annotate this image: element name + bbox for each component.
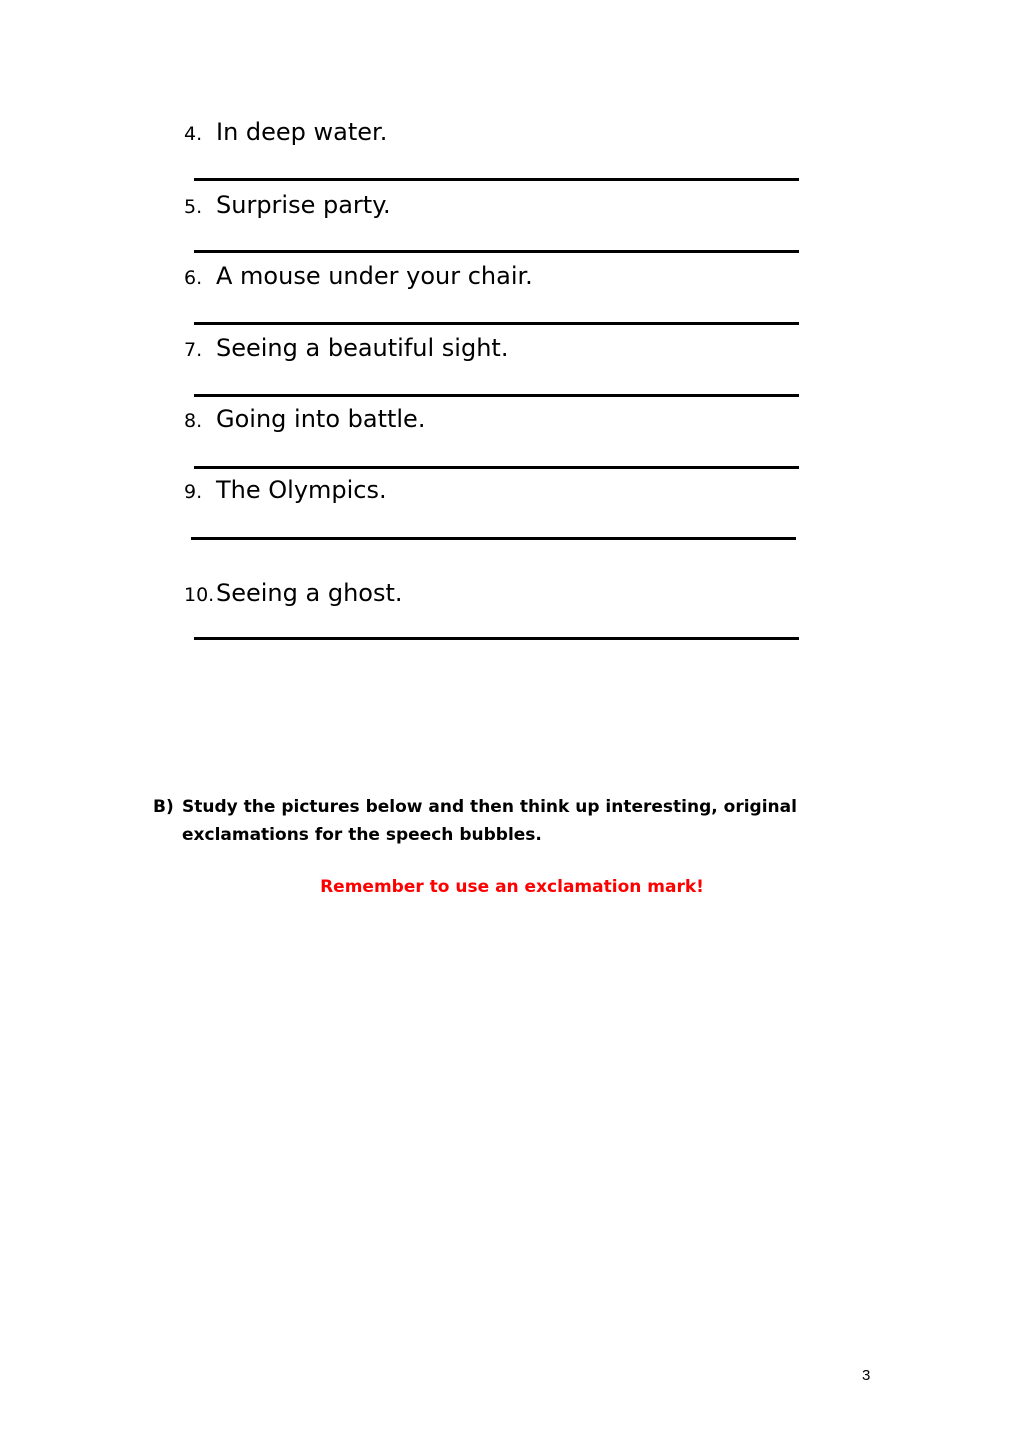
item-number: 9. bbox=[184, 481, 203, 503]
answer-line[interactable] bbox=[194, 466, 799, 469]
section-label: B) bbox=[153, 797, 174, 817]
item-text: Seeing a ghost. bbox=[216, 579, 403, 607]
answer-line[interactable] bbox=[191, 537, 796, 540]
answer-line[interactable] bbox=[194, 322, 799, 325]
list-item bbox=[184, 405, 425, 445]
answer-line[interactable] bbox=[194, 394, 799, 397]
list-item bbox=[184, 262, 533, 302]
list-item bbox=[184, 476, 387, 516]
instruction-text: Study the pictures below and then think up interesting, original exclamations for the speech bubbles. bbox=[182, 797, 797, 845]
answer-line[interactable] bbox=[194, 178, 799, 181]
answer-line[interactable] bbox=[194, 250, 799, 253]
item-text: Surprise party. bbox=[216, 191, 391, 219]
item-number: 4. bbox=[184, 123, 203, 145]
list-item bbox=[184, 579, 403, 619]
item-number: 10. bbox=[184, 584, 215, 606]
item-text: In deep water. bbox=[216, 118, 388, 146]
answer-line[interactable] bbox=[194, 637, 799, 640]
list-item bbox=[184, 191, 391, 231]
list-item bbox=[184, 118, 387, 158]
item-number: 6. bbox=[184, 267, 203, 289]
item-text: A mouse under your chair. bbox=[216, 262, 533, 290]
section-b-instruction bbox=[153, 793, 813, 849]
item-number: 5. bbox=[184, 196, 203, 218]
item-text: The Olympics. bbox=[216, 476, 387, 504]
reminder-text: Remember to use an exclamation mark! bbox=[320, 877, 704, 897]
item-text: Going into battle. bbox=[216, 405, 426, 433]
list-item bbox=[184, 334, 508, 374]
page-number: 3 bbox=[862, 1367, 871, 1384]
item-number: 7. bbox=[184, 339, 203, 361]
item-number: 8. bbox=[184, 410, 203, 432]
item-text: Seeing a beautiful sight. bbox=[216, 334, 509, 362]
